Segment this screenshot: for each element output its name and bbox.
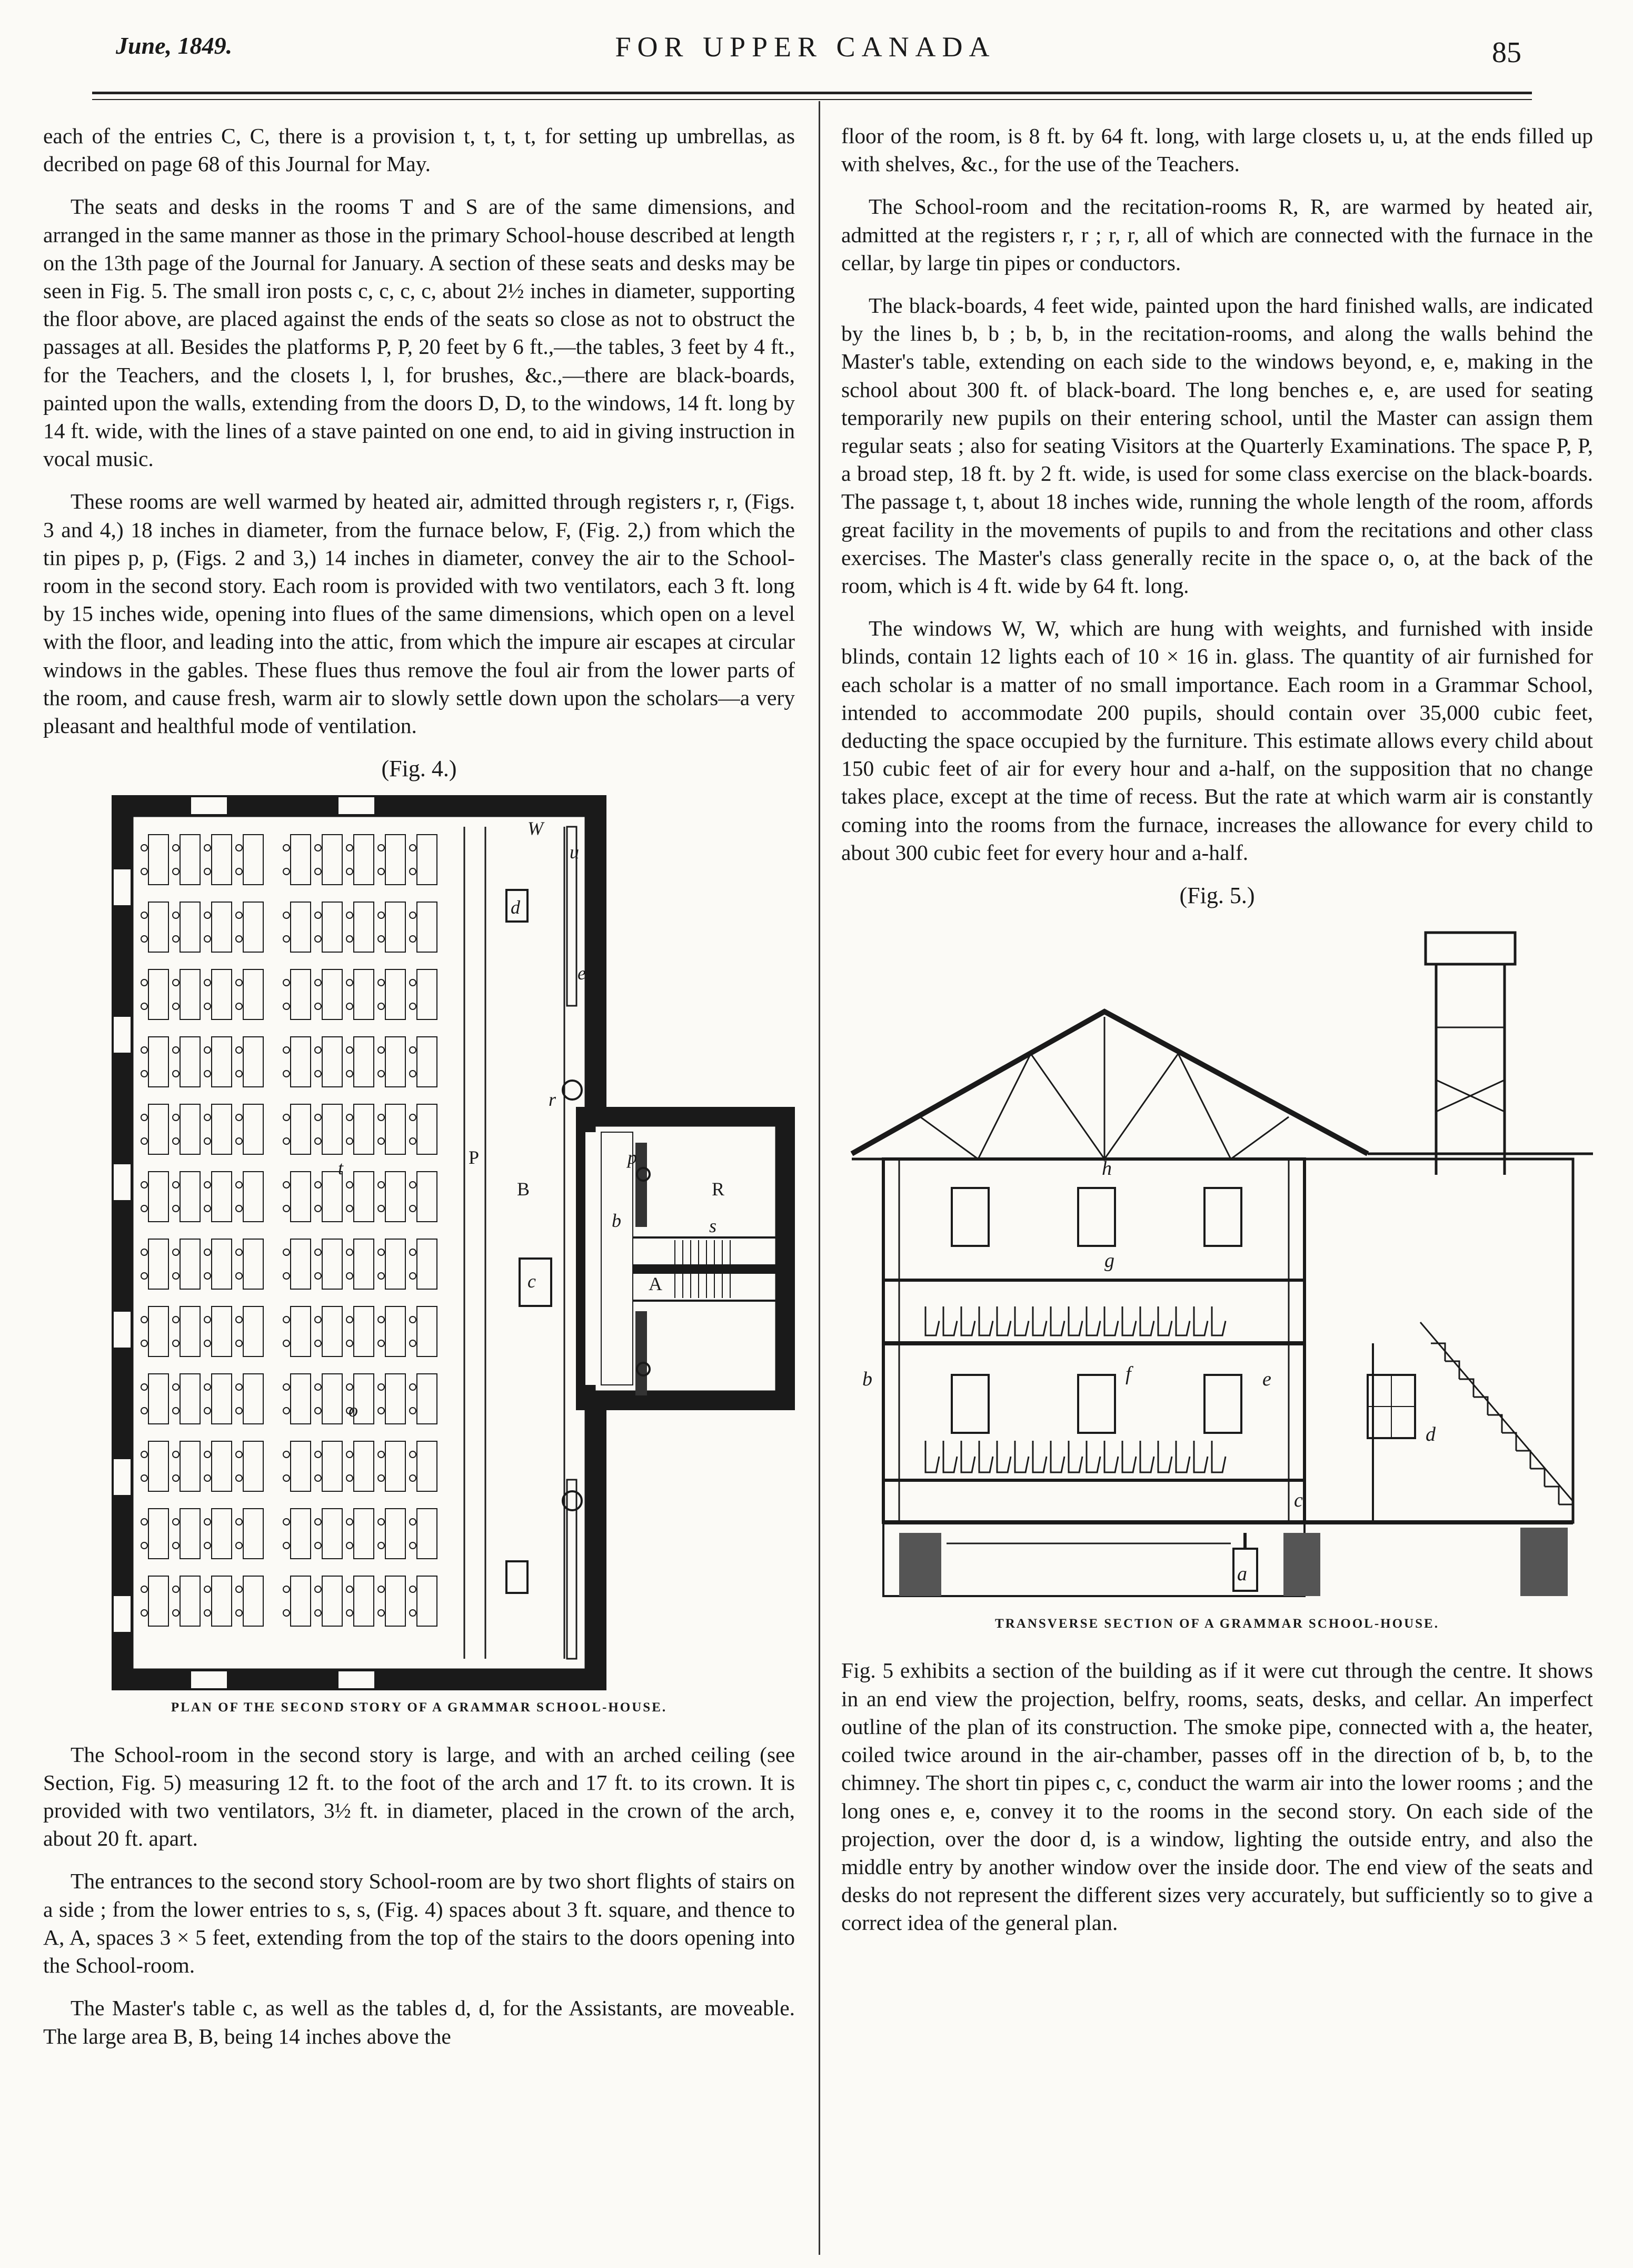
fig5-seats-lower [925,1441,1226,1472]
fig4-letter-u: u [570,841,579,863]
fig4-letter-r: r [549,1089,556,1111]
stair-step [1530,1469,1545,1487]
section-seat [1087,1306,1100,1335]
section-seat [1015,1306,1029,1335]
section-seat [1176,1441,1190,1472]
section-seat [1104,1306,1118,1335]
section-seat [1104,1441,1118,1472]
fig4-letter-s: s [709,1215,717,1237]
fig4-caption: PLAN OF THE SECOND STORY OF A GRAMMAR SCHOOL-HOUSE. [171,1700,668,1715]
fig4-letter-c: c [527,1271,536,1292]
fig4-floor-plan [43,795,795,1690]
issue-date: June, 1849. [116,32,233,59]
section-seat [961,1441,975,1472]
fig5-letter-f: f [1126,1363,1131,1385]
header-rule-thin [92,99,1532,100]
stair-step [1488,1415,1502,1433]
section-seat [1051,1306,1064,1335]
fig4-letter-P: P [469,1147,480,1168]
fig5-letter-c: c [1294,1489,1303,1512]
section-seat [1140,1441,1154,1472]
section-seat [925,1441,939,1472]
fig5-letter-e: e [1262,1368,1271,1391]
section-seat [961,1306,975,1335]
fig5-section [841,922,1593,1607]
stair-step [1516,1451,1530,1469]
section-seat [1087,1441,1100,1472]
section-seat [979,1306,993,1335]
section-seat [925,1306,939,1335]
stair-step [1431,1343,1445,1361]
section-seat [1212,1441,1226,1472]
section-seat [1069,1306,1082,1335]
fig5-seats-upper [925,1306,1226,1335]
section-seat [1069,1441,1082,1472]
section-seat [1194,1306,1208,1335]
section-seat [1158,1306,1172,1335]
fig5-stairs [1420,1322,1573,1522]
fig5-letter-d: d [1426,1423,1436,1446]
column-divider [819,101,820,2255]
page-header [79,25,1532,78]
fig5-letter-h: h [1102,1157,1112,1180]
stair-step [1559,1504,1573,1522]
section-seat [1140,1306,1154,1335]
fig4-projection [585,1116,785,1401]
section-seat [1051,1441,1064,1472]
section-seat [1212,1306,1226,1335]
section-seat [943,1306,957,1335]
right-paragraph-2: The School-room and the recitation-rooms R, R, are warmed by heated air, admitted at the registers r, r ; r, r, all of which are connected with the furnace in the cellar, by large tin pipes or conductors. [841,194,1593,275]
left-paragraph-3: These rooms are well warmed by heated air, admitted through registers r, r, (Figs. 3 and 4,) 18 inches in diameter, from the furnace below, F, (Fig. 2,) from which the tin pipes p, p, (Figs. 2 and 3,) 14 inches in diameter, convey the air to the School-room in the second story. Each room is provided with two ventilators, each 3 ft. long by 15 inches wide, opening into flues of the same dimensions, which open on a level with the floor, and leading into the attic, from which the impure air escapes at circular windows in the gables. These flues thus remove the foul air from the lower parts of the room, and cause fresh, warm air to slowly settle down upon the scholars—a very pleasant and healthful mode of ventilation. [43,489,795,738]
fig4-letter-R: R [712,1178,725,1200]
section-seat [1122,1306,1136,1335]
fig4-letter-o: o [348,1400,358,1421]
left-paragraph-2: The seats and desks in the rooms T and S are of the same dimensions, and arranged in the same manner as those in the primary School-house described at length on the 13th page of the Journal for January. A section of these seats and desks may be seen in Fig. 5. The small iron posts c, c, c, c, about 2½ inches in diameter, supporting the floor above, are placed against the ends of the seats so close as not to obstruct the passages at all. Besides the platforms P, P, 20 feet by 6 ft.,—the tables, 3 feet by 4 ft., for the Teachers, and the closets l, l, for brushes, &c.,—there are black-boards, painted upon the walls, extending from the doors D, D, to the windows, 14 ft. long by 14 ft. wide, with the lines of a stave painted on one end, to aid in giving instruction in vocal music. [43,194,795,471]
right-paragraph-5: Fig. 5 exhibits a section of the building as if it were cut through the centre. It shows in an end view the projection, belfry, rooms, seats, desks, and cellar. An imperfect outline of the plan of its construction. The smoke pipe, connected with a, the heater, coiled twice around in the air-chamber, passes off in the direction of b, b, to the chimney. The short tin pipes c, c, conduct the warm air into the lower rooms ; and the long ones e, e, convey it to the rooms in the second story. On each side of the projection, over the door d, is a window, lighting the outside entry, and also the middle entry by another window over the inside door. The end view of the seats and desks do not represent the different sizes very accurately, but sufficiently so to give a correct idea of the general plan. [841,1658,1593,1935]
section-seat [997,1306,1011,1335]
section-seat [979,1441,993,1472]
section-seat [1194,1441,1208,1472]
right-paragraph-1: floor of the room, is 8 ft. by 64 ft. long, with large closets u, u, at the ends filled up with shelves, &c., for the use of the Teachers. [841,124,1593,176]
fig4-label: (Fig. 4.) [381,756,457,782]
left-paragraph-5: The entrances to the second story School-room are by two short flights of stairs on a side ; from the lower entries to s, s, (Fig. 4) spaces about 3 ft. square, and thence to A, A, spaces 3 × 5 feet, extending from the top of the stairs to the doors opening into the School-room. [43,1869,795,1978]
journal-title: FOR UPPER CANADA [615,31,996,63]
fig4-letter-t: t [338,1157,344,1179]
fig4-letter-W: W [527,818,543,839]
left-paragraph-4: The School-room in the second story is large, and with an arched ceiling (see Section, Fig. 5) measuring 12 ft. to the foot of the arch and 17 ft. to its crown. It is provided with two ventilators, 3½ ft. in diameter, placed in the crown of the arch, about 20 ft. apart. [43,1742,795,1851]
fig5-letter-b: b [862,1368,872,1391]
fig4-letter-A: A [649,1273,662,1295]
stair-rail [1420,1322,1573,1501]
stair-step [1545,1487,1559,1504]
fig5-cellar [883,1522,1305,1596]
section-seat [1122,1441,1136,1472]
fig5-letter-g: g [1104,1250,1114,1272]
fig4-walls [122,806,596,1680]
section-seat [1158,1441,1172,1472]
left-paragraph-1: each of the entries C, C, there is a provision t, t, t, t, for setting up umbrellas, as decribed on page 68 of this Journal for May. [43,124,795,176]
fig5-letter-a: a [1237,1563,1247,1586]
left-column [43,122,795,2065]
fig4-letter-b: b [612,1210,621,1232]
stair-step [1502,1433,1516,1451]
fig5-roof [852,1012,1368,1154]
fig4-letter-e: e [577,963,586,984]
header-rule-thick [92,92,1532,94]
fig5-label: (Fig. 5.) [1179,883,1255,909]
fig4-letter-d: d [511,897,520,918]
section-seat [1015,1441,1029,1472]
section-seat [997,1441,1011,1472]
fig4-letter-B: B [517,1178,530,1200]
section-seat [943,1441,957,1472]
page-number: 85 [1492,36,1521,69]
section-seat [1033,1441,1047,1472]
right-column [841,122,1593,1952]
fig4-letter-p: p [628,1147,637,1168]
section-seat [1176,1306,1190,1335]
right-paragraph-3: The black-boards, 4 feet wide, painted upon the hard finished walls, are indicated by the lines b, b ; b, b, in the recitation-rooms, and along the walls behind the Master's table, extending on each side to the windows beyond, e, e, making in the school about 300 ft. of black-board. The long benches e, e, are used for seating temporarily new pupils on their entering school, until the Master can assign them regular seats ; also for seating Visitors at the Quarterly Examinations. The space P, P, a broad step, 18 ft. by 2 ft. wide, is used for some class exercise on the black-boards. The passage t, t, about 18 inches wide, running the whole length of the room, affords great facility in the movements of pupils to and from the recitations and other class exercises. The Master's class generally recite in the space o, o, at the back of the room, which is 4 ft. wide by 64 ft. long. [841,293,1593,598]
fig5-caption: TRANSVERSE SECTION OF A GRAMMAR SCHOOL-HOUSE. [995,1617,1439,1631]
section-seat [1033,1306,1047,1335]
fig5-belfry [1426,933,1515,964]
stair-step [1445,1361,1459,1379]
left-paragraph-6: The Master's table c, as well as the tables d, d, for the Assistants, are moveable. The large area B, B, being 14 inches above the [43,1996,795,2048]
right-paragraph-4: The windows W, W, which are hung with weights, and furnished with inside blinds, contain 12 lights each of 10 × 16 in. glass. The quantity of air furnished for each scholar is a matter of no small importance. Each room in a Grammar School, intended to accommodate 200 pupils, should contain over 35,000 cubic feet, deducting the space occupied by the furniture. This estimate allows every child about 150 cubic feet of air for every hour and a-half, on the supposition that no change takes place, except at the time of recess. But the rate at which warm air is constantly coming into the rooms from the furnace, increases the allowance for every child to about 300 cubic feet for every hour and a-half. [841,616,1593,865]
